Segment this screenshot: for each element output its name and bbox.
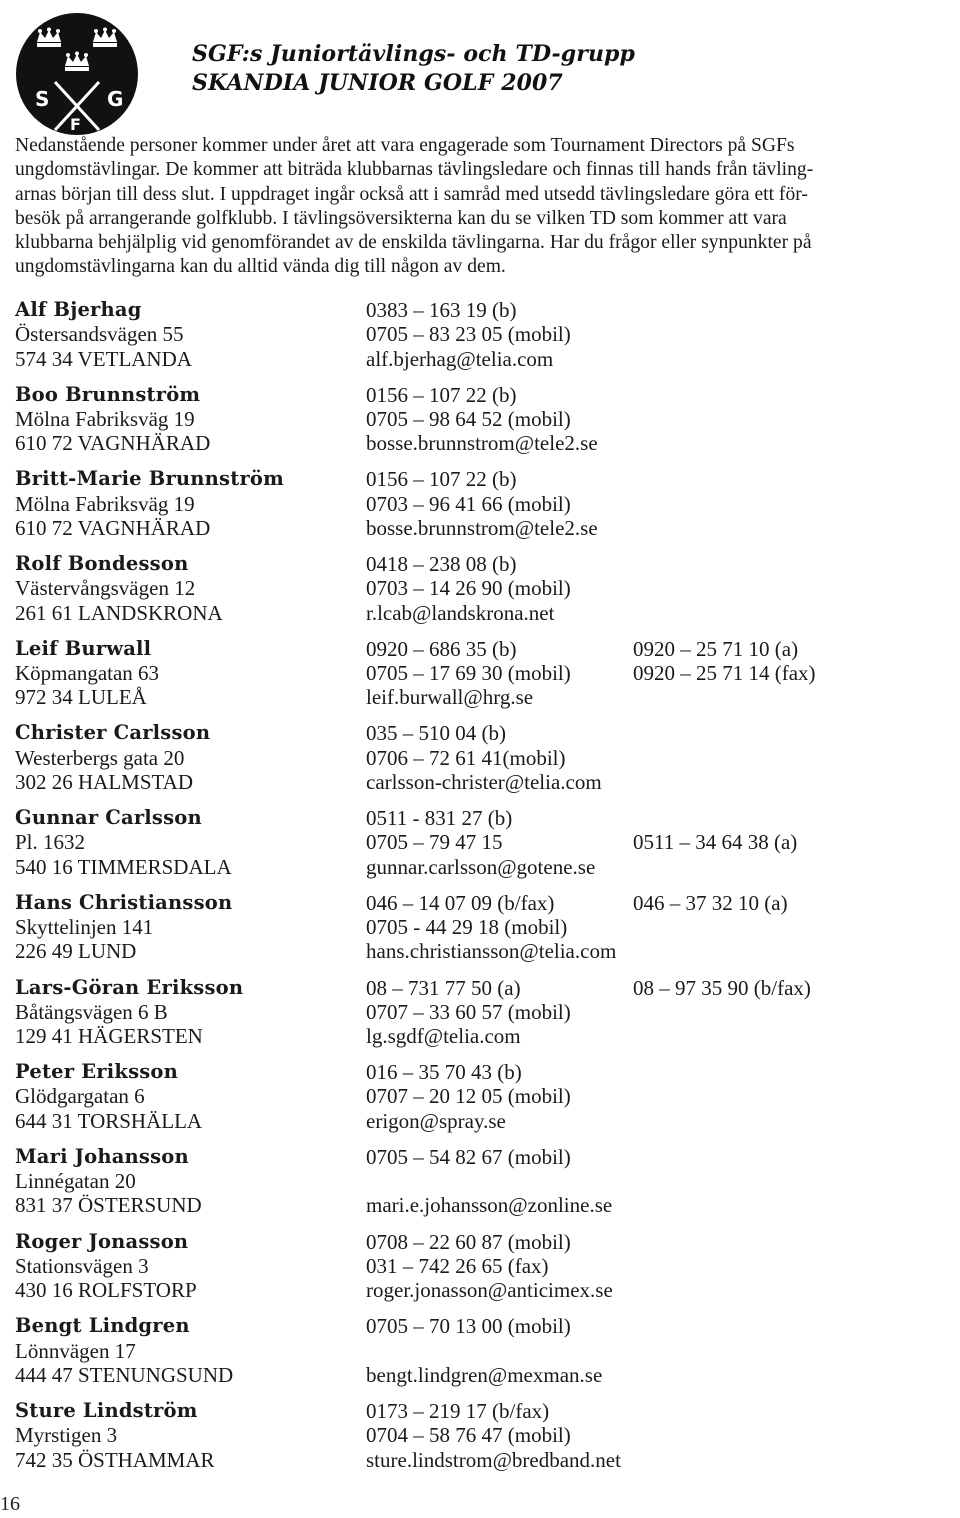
contact-address-column [15,552,223,625]
contact-phone-column [366,1230,613,1303]
contact-phone: 0705 - 44 29 18 (mobil) [366,915,568,940]
contact-entry [15,467,955,552]
contact-street: Västervångsvägen 12 [15,576,196,601]
document-subtitle: SKANDIA JUNIOR GOLF 2007 [192,70,563,96]
contact-street: Glödgargatan 6 [15,1084,145,1109]
intro-line: arnas början till dess slut. I uppdraget ingår också att i samråd med utsedd tävlingsledare göra ett för- [15,183,808,205]
contact-phone-column [366,467,598,540]
contact-phone [633,685,816,709]
contact-name: Rolf Bondesson [15,552,189,576]
contact-city: 540 16 TIMMERSDALA [15,854,232,879]
contact-name: Alf Bjerhag [15,298,142,321]
contact-phone: 08 – 97 35 90 (b/fax) [633,975,811,1000]
contact-phone [633,1024,811,1048]
contact-city: 574 34 VETLANDA [15,346,192,371]
contact-email[interactable]: roger.jonasson@anticimex.se [366,1278,613,1303]
contact-email[interactable]: carlsson-christer@telia.com [366,770,602,795]
contact-phone: 031 – 742 26 65 (fax) [366,1253,549,1278]
sgf-logo [15,12,139,136]
contact-address-column [15,1230,197,1303]
contact-city: 261 61 LANDSKRONA [15,600,223,625]
contact-extra-column [633,891,788,964]
contact-email[interactable]: r.lcab@landskrona.net [366,600,555,625]
contact-email[interactable]: gunnar.carlsson@gotene.se [366,854,596,879]
contact-street: Linnégatan 20 [15,1169,136,1194]
contact-name: Hans Christiansson [15,890,233,914]
contact-phone-column [366,552,571,625]
contact-phone: 0707 – 20 12 05 (mobil) [366,1084,571,1109]
contact-phone: 0706 – 72 61 41(mobil) [366,745,566,770]
contact-name: Britt-Marie Brunnström [15,467,284,491]
contact-address-column [15,467,284,540]
contact-phone: 0173 – 219 17 (b/fax) [366,1398,550,1423]
intro-line: ungdomstävlingar. De kommer att biträda klubbarnas tävlingsledare och finnas till hands från tävling- [15,159,814,181]
intro-line: Nedanstående personer kommer under året att vara engagerade som Tournament Directors på SGFs [15,135,795,156]
contact-email[interactable]: bosse.brunnstrom@tele2.se [366,431,598,456]
contact-city: 831 37 ÖSTERSUND [15,1193,202,1218]
contact-entry [15,976,955,1061]
contact-name: Roger Jonasson [15,1229,189,1253]
contact-entry [15,1145,955,1230]
contact-email[interactable]: mari.e.johansson@zonline.se [366,1193,613,1218]
contact-phone: 0705 – 70 13 00 (mobil) [366,1314,571,1339]
contact-street: Köpmangatan 63 [15,661,160,686]
contact-phone: 0511 – 34 64 38 (a) [633,830,798,855]
contact-entry [15,298,955,383]
contact-phone-column [366,1145,612,1218]
contact-address-column [15,1060,202,1133]
contact-street: Mölna Fabriksväg 19 [15,491,195,516]
contact-entry [15,552,955,637]
contact-name: Bengt Lindgren [15,1314,190,1338]
contact-street: Pl. 1632 [15,830,86,855]
contact-email[interactable]: sture.lindstrom@bredband.net [366,1447,621,1472]
contact-name: Lars-Göran Eriksson [15,975,244,999]
contact-street: Skyttelinjen 141 [15,915,154,940]
contact-city: 302 26 HALMSTAD [15,770,193,795]
logo-letter-s: S [35,87,50,111]
contact-name: Peter Eriksson [15,1060,179,1084]
contact-email[interactable]: erigon@spray.se [366,1108,506,1133]
contact-phone-column [366,1060,571,1133]
contact-phone: 046 – 14 07 09 (b/fax) [366,890,555,915]
contact-phone-column [366,383,598,456]
contact-street: Östersandsvägen 55 [15,322,184,347]
contact-phone: 0383 – 163 19 (b) [366,298,517,322]
contact-address-column [15,806,232,879]
contact-phone: 0705 – 79 47 15 [366,830,503,855]
contact-address-column [15,976,243,1049]
contact-email[interactable]: bengt.lindgren@mexman.se [366,1362,603,1387]
page-number: 16 [0,1493,20,1515]
contact-phone: 0705 – 54 82 67 (mobil) [366,1144,571,1169]
contact-city: 610 72 VAGNHÄRAD [15,515,211,540]
contact-extra-column [633,976,811,1049]
contact-entry [15,721,955,806]
contact-phone: 0705 – 17 69 30 (mobil) [366,661,571,686]
contact-email[interactable]: hans.christiansson@telia.com [366,939,617,964]
contact-phone-column [366,976,571,1049]
intro-line: ungdomstävlingarna kan du alltid vända dig till någon av dem. [15,256,506,278]
contact-phone [366,1339,602,1363]
contact-entry [15,383,955,468]
document-title: SGF:s Juniortävlings- och TD-grupp [192,41,636,67]
contact-phone: 08 – 731 77 50 (a) [366,975,521,1000]
contact-list [15,298,955,1484]
contact-name: Sture Lindström [15,1398,198,1422]
intro-line: klubbarna behjälplig vid genomförandet av de enskilda tävlingarna. Har du frågor eller synpunkter på [15,232,812,254]
contact-street: Stationsvägen 3 [15,1253,149,1278]
contact-entry [15,1060,955,1145]
contact-phone: 016 – 35 70 43 (b) [366,1060,522,1085]
contact-entry [15,637,955,722]
contact-city: 444 47 STENUNGSUND [15,1362,234,1387]
contact-name: Leif Burwall [15,636,152,660]
contact-phone [633,855,797,879]
intro-paragraph [15,134,955,280]
contact-phone: 046 – 37 32 10 (a) [633,890,788,915]
contact-city: 742 35 ÖSTHAMMAR [15,1447,215,1472]
contact-phone: 0920 – 25 71 10 (a) [633,636,799,661]
contact-phone [633,1000,811,1024]
contact-phone: 0704 – 58 76 47 (mobil) [366,1423,571,1448]
contact-address-column [15,1314,233,1387]
contact-name: Boo Brunnström [15,382,201,406]
contact-address-column [15,383,210,456]
contact-name: Mari Johansson [15,1144,189,1168]
logo-letter-f: F [70,115,81,134]
contact-address-column [15,1399,215,1472]
contact-phone: 035 – 510 04 (b) [366,721,506,746]
contact-street: Myrstigen 3 [15,1423,118,1448]
logo-letter-g: G [107,87,124,111]
contact-city: 610 72 VAGNHÄRAD [15,431,211,456]
contact-street: Lönnvägen 17 [15,1338,136,1363]
contact-email[interactable]: lg.sgdf@telia.com [366,1024,521,1049]
contact-phone: 0705 – 98 64 52 (mobil) [366,406,571,431]
contact-phone-column [366,1399,621,1472]
contact-entry [15,891,955,976]
sgf-crest-icon [15,12,139,136]
contact-name: Gunnar Carlsson [15,806,202,830]
contact-address-column [15,637,159,710]
contact-phone: 0920 – 686 35 (b) [366,636,517,661]
contact-city: 972 34 LULEÅ [15,685,147,710]
contact-entry [15,806,955,891]
contact-phone [633,806,797,830]
contact-address-column [15,1145,202,1218]
contact-street: Båtängsvägen 6 B [15,999,168,1024]
contact-phone: 0156 – 107 22 (b) [366,382,517,407]
intro-line: besök på arrangerande golfklubb. I tävlingsöversikterna kan du se vilken TD som kommer att vara [15,207,787,229]
contact-phone: 0418 – 238 08 (b) [366,552,517,577]
contact-phone-column [366,721,602,794]
contact-phone: 0707 – 33 60 57 (mobil) [366,999,571,1024]
contact-phone: 0511 - 831 27 (b) [366,806,513,831]
contact-address-column [15,721,210,794]
contact-phone-column [366,298,571,371]
contact-address-column [15,891,232,964]
contact-phone: 0156 – 107 22 (b) [366,467,517,492]
contact-phone: 0705 – 83 23 05 (mobil) [366,322,571,347]
contact-entry [15,1314,955,1399]
contact-entry [15,1230,955,1315]
document-header [192,40,635,98]
contact-city: 129 41 HÄGERSTEN [15,1024,203,1049]
contact-entry [15,1399,955,1484]
contact-phone-column [366,806,595,879]
contact-phone: 0920 – 25 71 14 (fax) [633,661,816,686]
contact-phone: 0703 – 14 26 90 (mobil) [366,576,571,601]
contact-extra-column [633,637,816,710]
contact-email[interactable]: bosse.brunnstrom@tele2.se [366,515,598,540]
contact-phone-column [366,637,571,710]
contact-email[interactable]: leif.burwall@hrg.se [366,685,534,710]
contact-city: 644 31 TORSHÄLLA [15,1108,203,1133]
contact-city: 226 49 LUND [15,939,137,964]
contact-extra-column [633,806,797,879]
contact-phone: 0708 – 22 60 87 (mobil) [366,1229,571,1254]
contact-phone [366,1169,612,1193]
contact-street: Westerbergs gata 20 [15,745,185,770]
contact-phone-column [366,891,616,964]
contact-phone-column [366,1314,602,1387]
contact-city: 430 16 ROLFSTORP [15,1278,197,1303]
contact-email[interactable]: alf.bjerhag@telia.com [366,346,554,371]
contact-street: Mölna Fabriksväg 19 [15,406,195,431]
contact-address-column [15,298,192,371]
contact-phone [633,915,788,939]
contact-phone: 0703 – 96 41 66 (mobil) [366,491,571,516]
contact-phone [633,939,788,963]
contact-name: Christer Carlsson [15,721,211,745]
